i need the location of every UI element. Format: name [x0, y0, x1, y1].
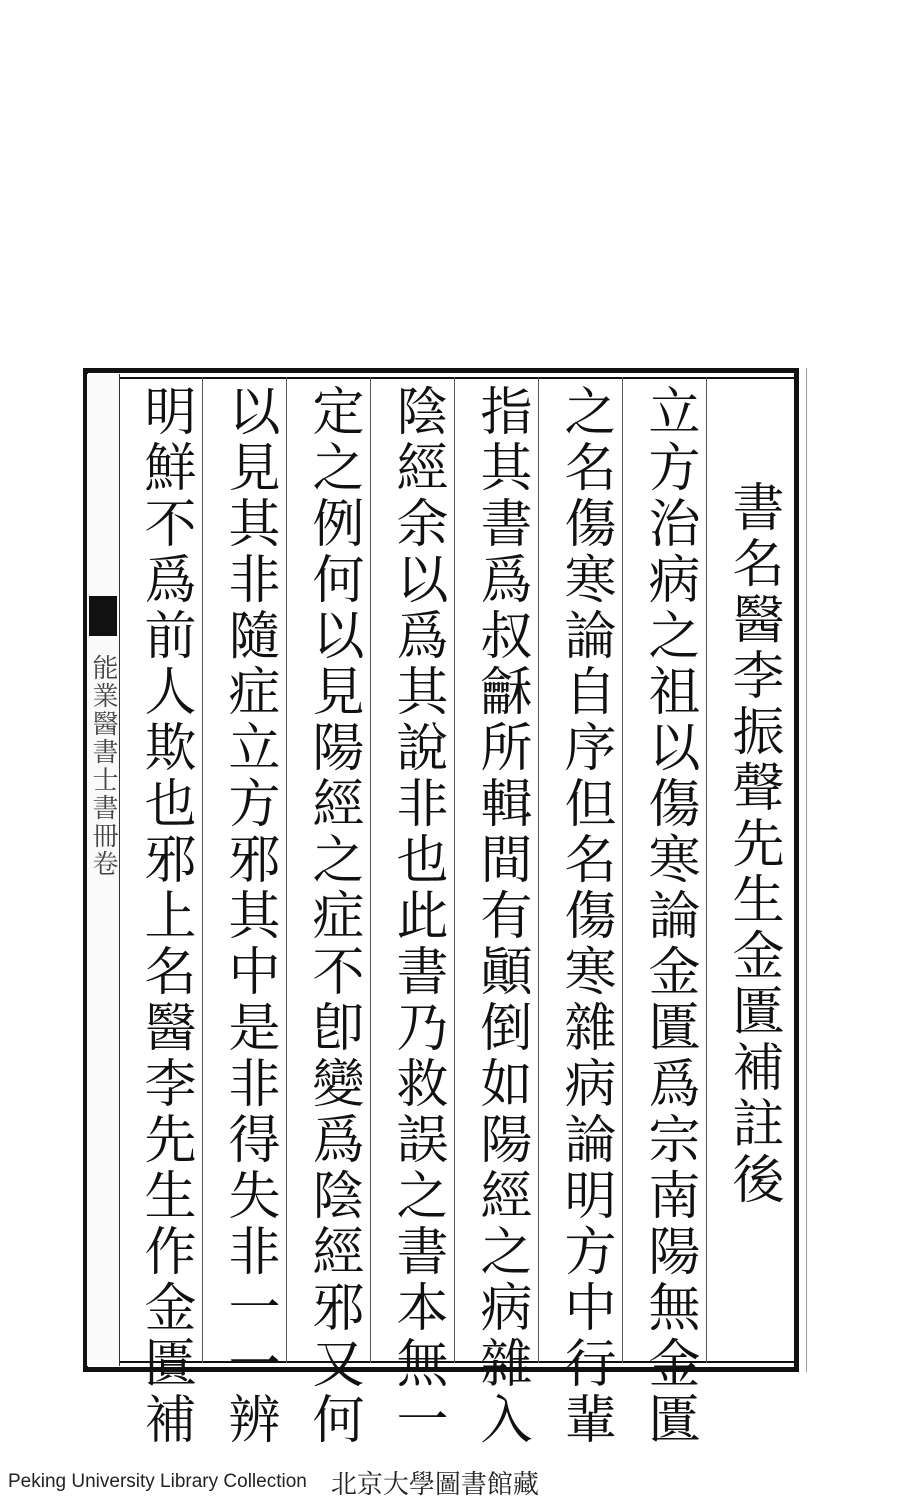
inner-top-rule: [88, 377, 794, 379]
text-column: 以見其非隨症立方邪其中是非得失非一一辨: [219, 384, 279, 1448]
text-column: 陰經余以爲其說非也此書乃救誤之書本無一: [387, 384, 447, 1448]
page-edge-line: [806, 368, 807, 1372]
binding-gutter: [87, 374, 120, 1366]
text-column: 指其書爲叔龢所輯間有顚倒如陽經之病雜入: [471, 384, 531, 1448]
text-column: 定之例何以見陽經之症不卽變爲陰經邪又何: [303, 384, 363, 1448]
collection-footer: [8, 1462, 708, 1502]
gutter-text: 能業醫書士書冊卷: [88, 654, 118, 878]
collection-label-en: Peking University Library Collection: [8, 1471, 307, 1492]
text-column-title: 書名醫李振聲先生金匱補註後: [723, 480, 783, 1208]
text-column: 之名傷寒論自序但名傷寒雜病論明方中行輩: [555, 384, 615, 1448]
collection-label-zh: 北京大學圖書館藏: [330, 1469, 539, 1500]
text-column: 明鮮不爲前人欺也邪上名醫李先生作金匱補: [135, 384, 195, 1448]
text-column: 立方治病之祖以傷寒論金匱爲宗南陽無金匱: [639, 384, 699, 1448]
gutter-black-mark: [89, 596, 117, 636]
